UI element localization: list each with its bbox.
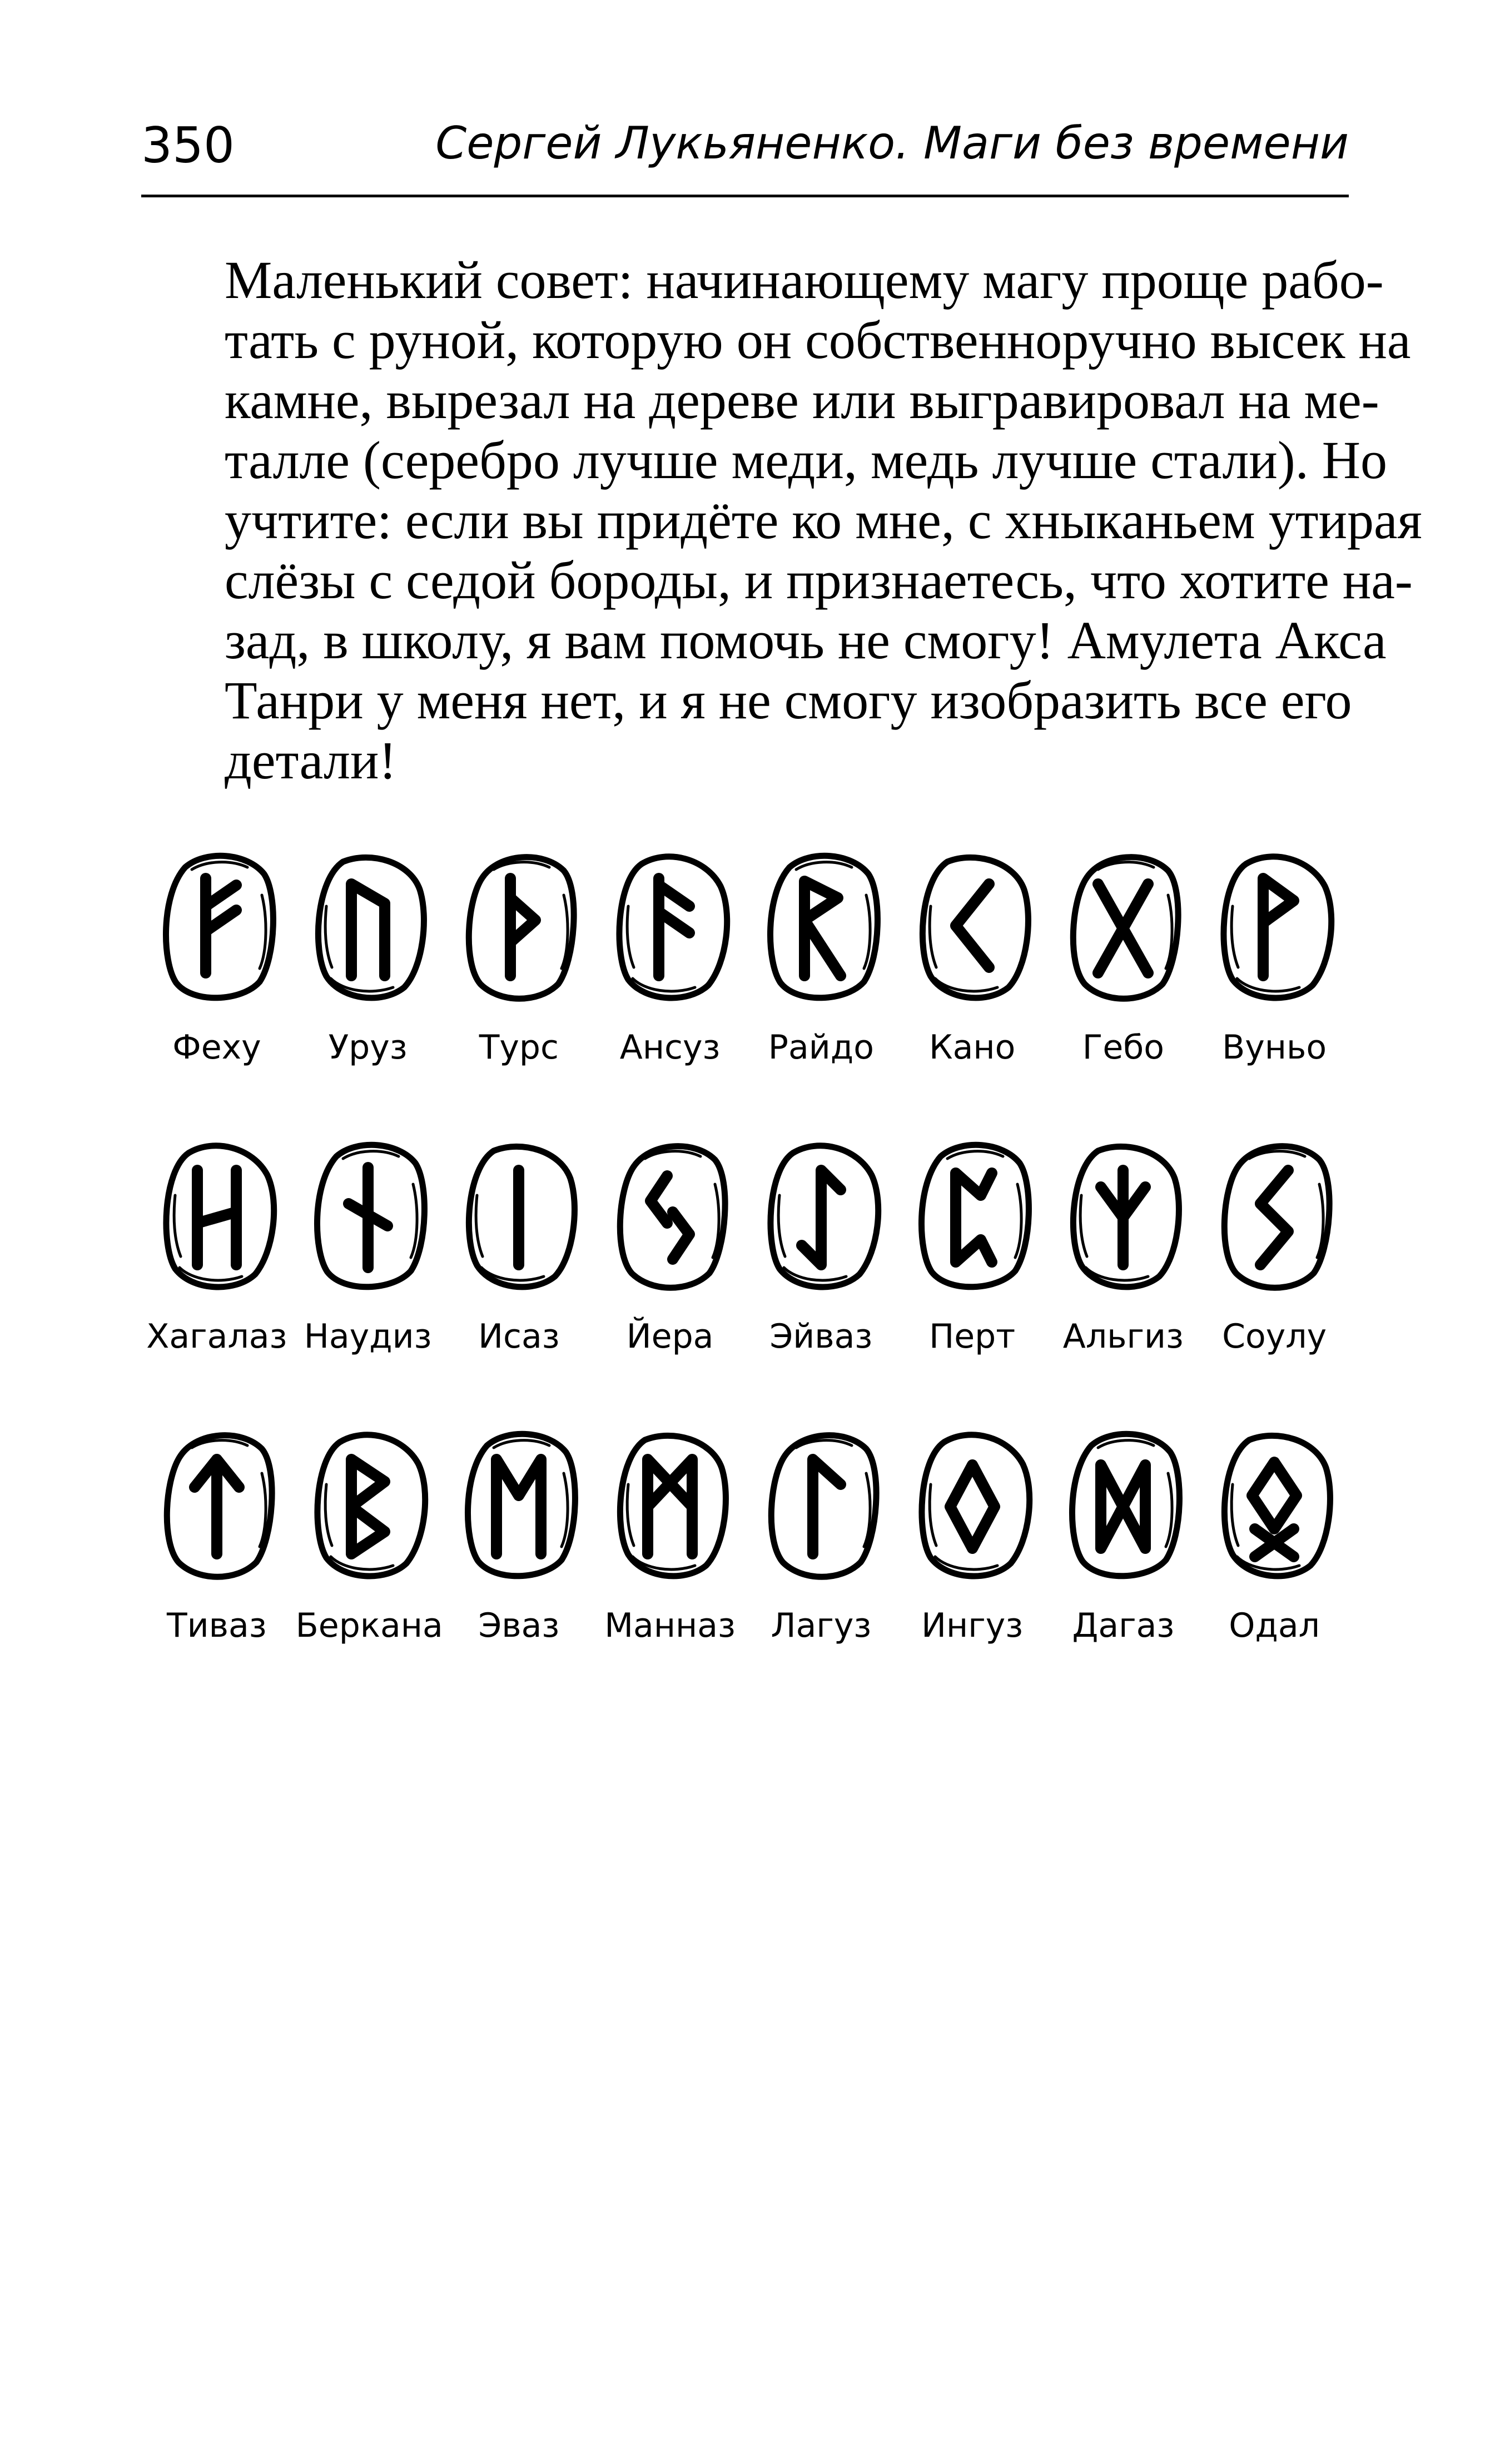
rune-name: Гебо [1082,1028,1164,1067]
laguz-rune-icon [757,1423,885,1584]
rune-item [1202,1134,1347,1356]
running-title: Сергей Лукьяненко. Маги без времени [435,117,1349,169]
rune-name: Альгиз [1062,1317,1184,1356]
algiz-rune-icon [1059,1134,1187,1295]
rune-item [900,845,1045,1067]
rune-item [145,1134,289,1356]
stone-outline [317,1435,425,1576]
rune-name: Перт [929,1317,1016,1356]
body-paragraph [225,250,1422,791]
tiwaz-rune-icon [153,1423,281,1584]
rune-name: Одал [1229,1606,1320,1645]
rune-item [145,1423,289,1645]
naudiz-rune-icon [304,1134,432,1295]
rune-name: Хагалаз [146,1317,287,1356]
rune-row [141,1134,1350,1423]
stone-outline [770,856,877,997]
ansuz-rune-icon [606,845,734,1006]
thurisaz-rune-icon [455,845,583,1006]
body-line: камне, вырезал на дереве или выгравировал на ме- [225,370,1379,430]
stone-outline [468,1434,575,1576]
rune-name: Лагуз [771,1606,872,1645]
raido-rune-icon [757,845,885,1006]
rune-item [296,1134,440,1356]
rune-name: Беркана [295,1606,443,1645]
body-line: тать с руной, которую он собственноручно высек на [225,310,1411,370]
body-line: детали! [225,731,397,790]
rune-item [1202,845,1347,1067]
perth-rune-icon [908,1134,1036,1295]
rune-name: Соулу [1222,1317,1327,1356]
body-line: талле (серебро лучше меди, медь лучше стали). Но [225,430,1388,490]
rune-item [295,1423,443,1645]
header-divider [141,195,1349,197]
rune-name: Феху [172,1028,261,1067]
rune-name: Кано [928,1028,1016,1067]
body-line: Маленький совет: начинающему магу проще рабо- [225,250,1384,310]
rune-item [598,1134,742,1356]
body-line: Танри у меня нет, и я не смогу изобразить все его [225,670,1352,730]
mannaz-rune-icon [606,1423,734,1584]
rune-name: Йера [626,1317,714,1356]
sowilo-rune-icon [1210,1134,1338,1295]
rune-name: Исаз [478,1317,560,1356]
hagalaz-rune-icon [153,1134,281,1295]
gebo-rune-icon [1059,845,1187,1006]
ehwaz-rune-icon [455,1423,583,1584]
rune-item [1202,1423,1347,1645]
rune-name: Турс [479,1028,559,1067]
body-line: слёзы с седой бороды, и признаетесь, что хотите на- [225,550,1413,610]
stone-outline [921,1145,1029,1286]
berkana-rune-icon [304,1423,432,1584]
rune-item [446,1423,591,1645]
dagaz-rune-icon [1059,1423,1187,1584]
rune-item [446,1134,591,1356]
rune-illustration-grid [141,845,1350,1712]
rune-name: Ингуз [921,1606,1024,1645]
rune-name: Ансуз [619,1028,721,1067]
rune-row [141,845,1350,1134]
kano-rune-icon [908,845,1036,1006]
othala-rune-icon [1210,1423,1338,1584]
stone-outline [318,857,424,998]
rune-item [296,845,440,1067]
rune-name: Наудиз [304,1317,432,1356]
stone-outline [1225,1435,1330,1576]
wunjo-rune-icon [1210,845,1338,1006]
stone-outline [1224,857,1332,998]
rune-name: Эйваз [769,1317,873,1356]
stone-outline [620,1435,726,1576]
rune-item [1051,1134,1195,1356]
rune-name: Манназ [604,1606,736,1645]
jera-rune-icon [606,1134,734,1295]
rune-item [749,1134,893,1356]
rune-row [141,1423,1350,1712]
eihwaz-rune-icon [757,1134,885,1295]
rune-name: Вуньо [1222,1028,1327,1067]
rune-item [749,1423,893,1645]
rune-item [1051,845,1195,1067]
rune-item [749,845,893,1067]
rune-item [900,1423,1045,1645]
rune-item [446,845,591,1067]
rune-item [145,845,289,1067]
stone-outline [922,1435,1030,1576]
isaz-rune-icon [455,1134,583,1295]
body-line: учтите: если вы придёте ко мне, с хныканьем утирая [225,490,1422,550]
uruz-rune-icon [304,845,432,1006]
rune-item [1051,1423,1195,1645]
fehu-rune-icon [153,845,281,1006]
rune-item [900,1134,1045,1356]
rune-name: Райдо [768,1028,874,1067]
rune-item [598,1423,742,1645]
rune-item [598,845,742,1067]
page-number: 350 [141,117,235,174]
rune-name: Дагаз [1072,1606,1175,1645]
stone-outline [771,1435,876,1577]
rune-name: Уруз [328,1028,408,1067]
rune-name: Тиваз [167,1606,267,1645]
inguz-rune-icon [908,1423,1036,1584]
stone-outline [922,857,1028,998]
rune-name: Эваз [478,1606,560,1645]
body-line: зад, в школу, я вам помочь не смогу! Амулета Акса [225,610,1387,670]
